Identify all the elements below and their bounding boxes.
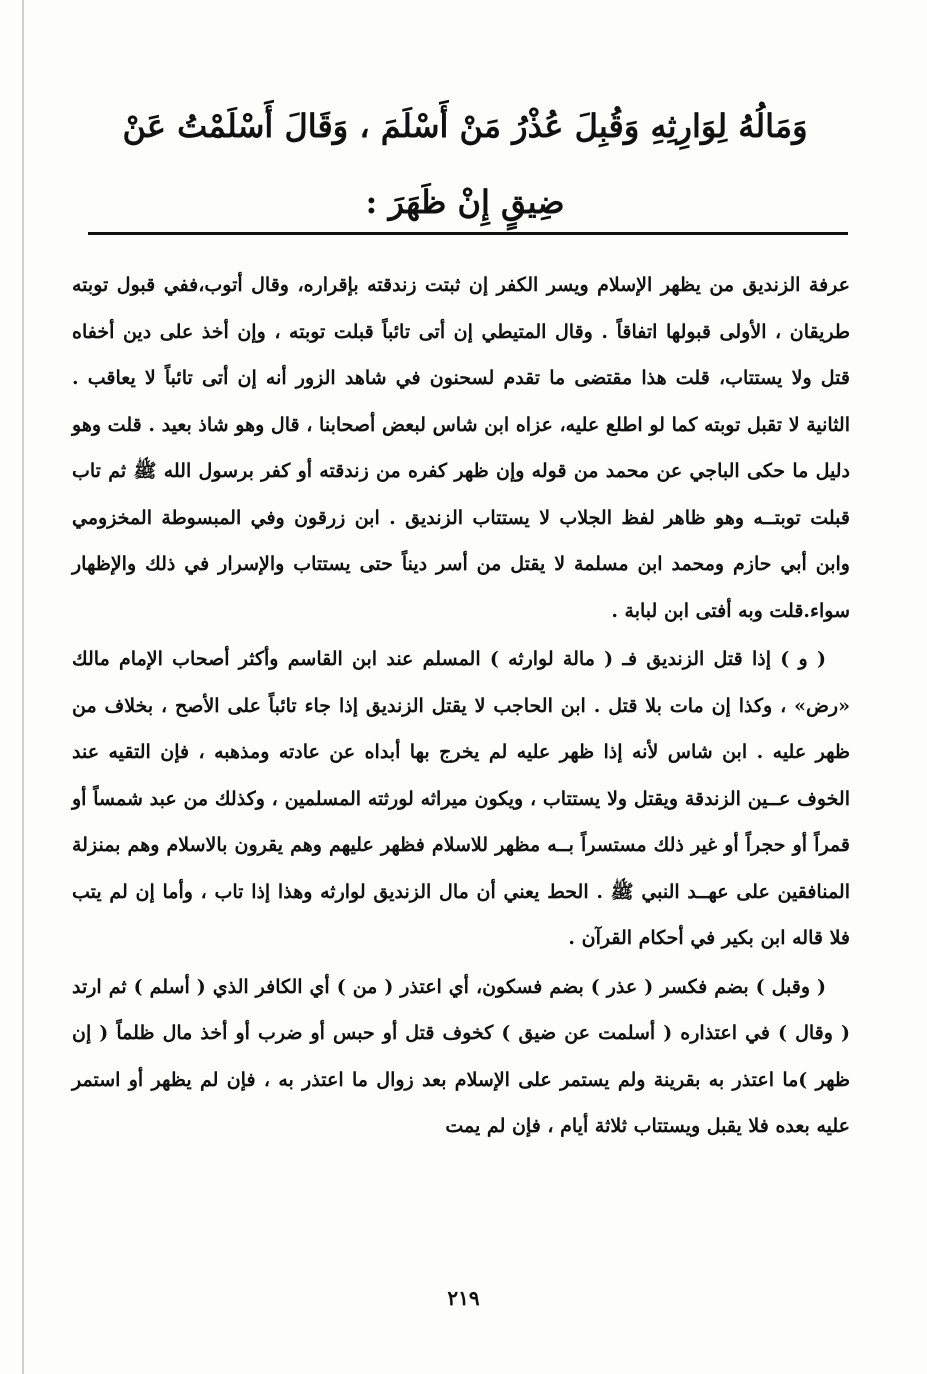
- paragraph-excuse: ( وقبل ) بضم فكسر ( عذر ) بضم فسكون، أي اعتذر ( من ) أي الكافر الذي ( أسلم ) ثم ارتد ( وقال ) في اعتذاره ( أسلمت عن ضيق ) كخوف قتل أو حبس أو ضرب أو أخذ مال ظلماً ( إن ظهر )ما اعتذر به بقرينة ولم يستمر على الإسلام بعد زوال ما اعتذر به ، فإن لم يظهر أو استمر عليه بعده فلا يقبل ويستتاب ثلاثة أيام ، فإن لم يمت: [72, 975, 850, 1137]
- scan-edge-line: [22, 0, 24, 1374]
- header-divider: [88, 232, 848, 235]
- paragraph-zindiq-definition: عرفة الزنديق من يظهر الإسلام ويسر الكفر إن ثبتت زندقته بإقراره، وقال أتوب،ففي قبول توبته طريقان ، الأولى قبولها اتفاقاً . وقال المتيطي إن أتى تائباً قبلت توبته ، وإن أخذ على دين أخفاه قتل ولا يستتاب، قلت هذا مقتضى ما تقدم لسحنون في شاهد الزور أنه إن أتى تائباً لا يعاقب . الثانية لا تقبل توبته كما لو اطلع عليه، عزاه ابن شاس لبعض أصحابنا ، قال وهو شاذ بعيد . قلت وهو دليل ما حكى الباجي عن محمد من قوله وإن ظهر كفره من زندقته أو كفر برسول الله ﷺ ثم تاب قبلت توبتــه وهو ظاهر لفظ الجلاب لا يستتاب الزنديق . ابن زرقون وفي المبسوطة المخزومي وابن أبي حازم ومحمد ابن مسلمة لا يقتل من أسر ديناً حتى يستتاب والإسرار في ذلك والإظهار سواء.قلت وبه أفتى ابن لبابة .: [72, 274, 850, 622]
- verse-header: [70, 88, 860, 240]
- paragraph-inheritance: ( و ) إذا قتل الزنديق فـ ( مالة لوارثه ) المسلم عند ابن القاسم وأكثر أصحاب الإمام مالك «رض» ، وكذا إن مات بلا قتل . ابن الحاجب لا يقتل الزنديق إذا جاء تائباً على الأصح ، بخلاف من ظهر عليه . ابن شاس لأنه إذا ظهر عليه لم يخرج بها أبداه عن عادته ومذهبه ، فإن التقيه عند الخوف عــين الزندقة ويقتل ولا يستتاب ، ويكون ميراثه لورثته المسلمين ، وكذلك من عبد شمساً أو قمراً أو حجراً أو غير ذلك مستسراً بــه مظهر للاسلام فظهر عليهم وهم يقرون بالاسلام وهم بمنزلة المنافقين على عهــد النبي ﷺ . الحط يعني أن مال الزنديق لوارثه وهذا إذا تاب ، وأما إن لم يتب فلا قاله ابن بكير في أحكام القرآن .: [72, 648, 850, 949]
- verse-line-2: ضِيقٍ إِنْ ظَهَرَ :: [365, 183, 565, 221]
- page-number: ٢١٩: [447, 1286, 480, 1310]
- verse-line-1: وَمَالُهُ لِوَارِثِهِ وَقُبِلَ عُذْرُ مَنْ أَسْلَمَ ، وَقَالَ أَسْلَمْتُ عَنْ: [122, 107, 808, 145]
- commentary-body: [72, 262, 850, 1150]
